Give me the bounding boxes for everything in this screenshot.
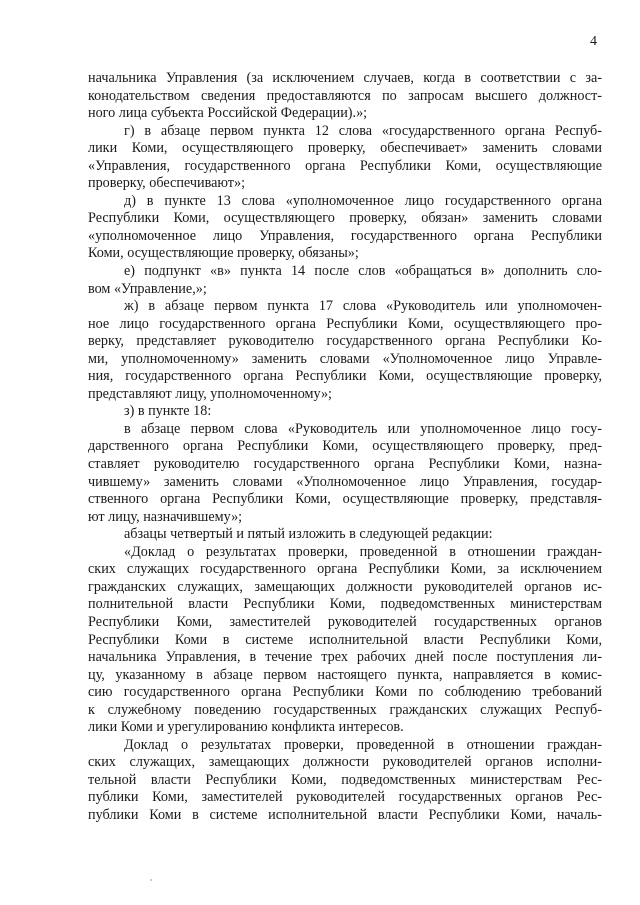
- text-line: в абзаце первом слова «Руководитель или уполномоченное лицо госу-: [124, 420, 602, 437]
- text-line: з) в пункте 18:: [124, 403, 212, 420]
- text-line: гражданских служащих, замещающих должности руководителей органов ис-: [88, 578, 602, 595]
- text-line: Республики Коми, заместителей руководителей государственных органов: [88, 613, 602, 630]
- text-line: г) в абзаце первом пункта 12 слова «государственного органа Респуб-: [124, 122, 602, 139]
- scan-speck: [150, 879, 152, 881]
- text-line: ж) в абзаце первом пункта 17 слова «Руководитель или уполномочен-: [124, 298, 602, 315]
- text-line: Республики Коми, осуществляющего проверку, обязан» заменить словами: [88, 210, 602, 227]
- text-line: начальника Управления (за исключением случаев, когда в соответствии с за-: [88, 70, 602, 86]
- text-line: ми, уполномоченному» заменить словами «Уполномоченное лицо Управле-: [88, 350, 602, 367]
- text-line: проверку, обеспечивают»;: [88, 175, 246, 192]
- text-line: публики Коми в системе исполнительной власти Республики Коми, началь-: [88, 806, 602, 823]
- text-line: начальника Управления, в течение трех рабочих дней после поступления ли-: [88, 649, 602, 666]
- text-line: Коми, осуществляющие проверку, обязаны»;: [88, 245, 359, 262]
- text-line: д) в пункте 13 слова «уполномоченное лицо государственного органа: [124, 192, 602, 209]
- text-line: публики Коми, заместителей руководителей государственных органов Рес-: [88, 789, 602, 806]
- text-line: ских служащих государственного органа Республики Коми, за исключением: [88, 561, 602, 578]
- text-line: тельной власти Республики Коми, подведомственных министерствам Рес-: [88, 771, 602, 788]
- text-line: к служебному поведению государственных гражданских служащих Респуб-: [88, 701, 602, 718]
- text-line: ния, государственного органа Республики Коми, осуществляющие проверку,: [88, 368, 602, 385]
- text-line: ют лицу, назначившему»;: [88, 508, 243, 525]
- text-line: ставляет руководителю государственного органа Республики Коми, назна-: [88, 456, 602, 473]
- text-line: «Управления, государственного органа Республики Коми, осуществляющие: [88, 157, 602, 174]
- text-line: Республики Коми в системе исполнительной власти Республики Коми,: [88, 631, 602, 648]
- text-line: конодательством сведения предоставляются по запросам высшего должност-: [88, 87, 602, 104]
- text-line: дарственного органа Республики Коми, осуществляющего проверку, пред-: [88, 438, 602, 455]
- document-body: [88, 70, 602, 825]
- text-line: «уполномоченное лицо Управления, государственного органа Республики: [88, 227, 602, 244]
- text-line: Доклад о результатах проверки, проведенной в отношении граждан-: [124, 736, 602, 753]
- text-line: чившему» заменить словами «Уполномоченное лицо Управления, государ-: [88, 473, 602, 490]
- text-line: цу, указанному в абзаце первом настоящего пункта, направляется в комис-: [88, 666, 602, 683]
- text-line: полнительной власти Республики Коми, подведомственных министерствам: [88, 596, 602, 613]
- text-line: ских служащих, замещающих должности руководителей органов исполни-: [88, 754, 602, 771]
- text-line: сию государственного органа Республики Коми по соблюдению требований: [88, 684, 602, 701]
- text-line: лики Коми, осуществляющего проверку, обеспечивает» заменить словами: [88, 140, 602, 157]
- text-line: ственного органа Республики Коми, осуществляющие проверку, представля-: [88, 491, 602, 508]
- page-number: 4: [590, 34, 597, 49]
- text-line: верку, представляет руководителю государственного органа Республики Ко-: [88, 333, 602, 350]
- text-line: лики Коми и урегулированию конфликта интересов.: [88, 719, 404, 736]
- text-line: «Доклад о результатах проверки, проведенной в отношении граждан-: [124, 543, 602, 560]
- text-line: представляют лицу, уполномоченному»;: [88, 385, 332, 402]
- text-line: вом «Управление,»;: [88, 280, 207, 297]
- text-line: е) подпункт «в» пункта 14 после слов «обращаться в» дополнить сло-: [124, 263, 602, 280]
- text-line: ное лицо государственного органа Республики Коми, осуществляющего про-: [88, 315, 602, 332]
- text-line: абзацы четвертый и пятый изложить в следующей редакции:: [124, 526, 493, 543]
- text-line: ного лица субъекта Российской Федерации).»;: [88, 105, 368, 122]
